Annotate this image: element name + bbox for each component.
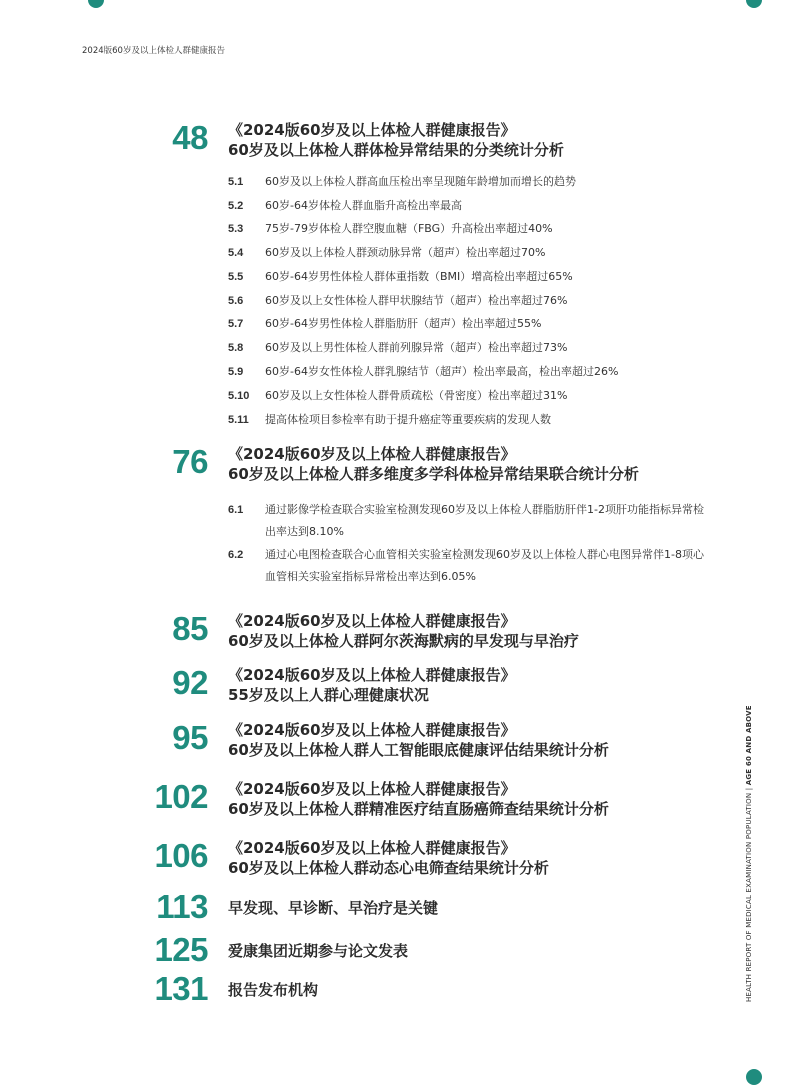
bottom-right-dot xyxy=(746,1069,762,1085)
subsection-number: 5.10 xyxy=(228,390,250,402)
subsection-number: 5.4 xyxy=(228,247,244,259)
subsection-text: 75岁-79岁体检人群空腹血糖（FBG）升高检出率超过40% xyxy=(265,222,553,235)
entry-title: 《2024版60岁及以上体检人群健康报告》 xyxy=(228,121,516,139)
entry-title: 《2024版60岁及以上体检人群健康报告》 xyxy=(228,839,516,857)
subsection-text: 通过影像学检查联合实验室检测发现60岁及以上体检人群脂肪肝伴1-2项肝功能指标异常检出率达到8.10% xyxy=(265,503,704,538)
page-number: 92 xyxy=(172,664,208,701)
subsection-text: 60岁-64岁女性体检人群乳腺结节（超声）检出率最高，检出率超过26% xyxy=(265,365,619,378)
subsection-number: 5.8 xyxy=(228,342,244,354)
subsection-number: 5.3 xyxy=(228,223,244,235)
entry-subtitle: 60岁及以上体检人群人工智能眼底健康评估结果统计分析 xyxy=(228,741,609,759)
entry-title: 《2024版60岁及以上体检人群健康报告》 xyxy=(228,780,516,798)
page-number: 131 xyxy=(154,970,208,1007)
entry-title: 《2024版60岁及以上体检人群健康报告》 xyxy=(228,612,516,630)
subsection-text: 提高体检项目参检率有助于提升癌症等重要疾病的发现人数 xyxy=(265,413,551,426)
subsection-text: 60岁及以上女性体检人群骨质疏松（骨密度）检出率超过31% xyxy=(265,389,568,402)
entry-title: 《2024版60岁及以上体检人群健康报告》 xyxy=(228,721,516,739)
page-number: 48 xyxy=(172,119,208,156)
entry-subtitle: 60岁及以上体检人群体检异常结果的分类统计分析 xyxy=(228,141,564,159)
side-label-bold: AGE 60 AND ABOVE xyxy=(745,705,753,786)
side-label-text: HEALTH REPORT OF MEDICAL EXAMINATION POPULATION | xyxy=(745,785,753,1002)
entry-title: 早发现、早诊断、早治疗是关键 xyxy=(228,899,439,917)
subsection-number: 5.7 xyxy=(228,318,244,330)
page-number: 95 xyxy=(172,719,208,756)
page-number: 76 xyxy=(172,443,208,480)
page-number: 125 xyxy=(154,931,208,968)
entry-subtitle: 60岁及以上体检人群动态心电筛查结果统计分析 xyxy=(228,859,549,877)
subsection-number: 6.1 xyxy=(228,504,244,516)
entry-title: 《2024版60岁及以上体检人群健康报告》 xyxy=(228,666,516,684)
entry-title: 《2024版60岁及以上体检人群健康报告》 xyxy=(228,445,516,463)
subsection-number: 5.9 xyxy=(228,366,244,378)
page-number: 106 xyxy=(154,837,208,874)
subsection-number: 5.2 xyxy=(228,200,244,212)
side-label xyxy=(745,705,753,1002)
entry-subtitle: 60岁及以上体检人群阿尔茨海默病的早发现与早治疗 xyxy=(228,632,579,650)
page-number: 85 xyxy=(172,610,208,647)
entry-subtitle: 55岁及以上人群心理健康状况 xyxy=(228,686,429,704)
subsection-text: 60岁-64岁男性体检人群脂肪肝（超声）检出率超过55% xyxy=(265,317,542,330)
entry-title: 爱康集团近期参与论文发表 xyxy=(228,942,409,960)
entry-subtitle: 60岁及以上体检人群多维度多学科体检异常结果联合统计分析 xyxy=(228,465,639,483)
subsection-text: 通过心电图检查联合心血管相关实验室检测发现60岁及以上体检人群心电图异常伴1-8项心血管相关实验室指标异常检出率达到6.05% xyxy=(265,548,704,583)
top-left-dot xyxy=(88,0,104,8)
top-right-dot xyxy=(746,0,762,8)
page-number: 102 xyxy=(154,778,208,815)
subsection-number: 6.2 xyxy=(228,549,244,561)
entry-subtitle: 60岁及以上体检人群精准医疗结直肠癌筛查结果统计分析 xyxy=(228,800,609,818)
subsection-text: 60岁及以上男性体检人群前列腺异常（超声）检出率超过73% xyxy=(265,341,568,354)
running-header: 2024版60岁及以上体检人群健康报告 xyxy=(82,46,225,56)
subsection-number: 5.5 xyxy=(228,271,244,283)
subsection-text: 60岁及以上女性体检人群甲状腺结节（超声）检出率超过76% xyxy=(265,294,568,307)
subsection-number: 5.11 xyxy=(228,414,249,426)
subsection-text: 60岁-64岁体检人群血脂升高检出率最高 xyxy=(265,199,462,212)
subsection-text: 60岁及以上体检人群高血压检出率呈现随年龄增加而增长的趋势 xyxy=(265,175,576,188)
subsection-number: 5.6 xyxy=(228,295,244,307)
entry-title: 报告发布机构 xyxy=(228,981,319,999)
subsection-text: 60岁-64岁男性体检人群体重指数（BMI）增高检出率超过65% xyxy=(265,270,573,283)
page-number: 113 xyxy=(156,888,208,925)
subsection-text: 60岁及以上体检人群颈动脉异常（超声）检出率超过70% xyxy=(265,246,546,259)
subsection-number: 5.1 xyxy=(228,176,244,188)
